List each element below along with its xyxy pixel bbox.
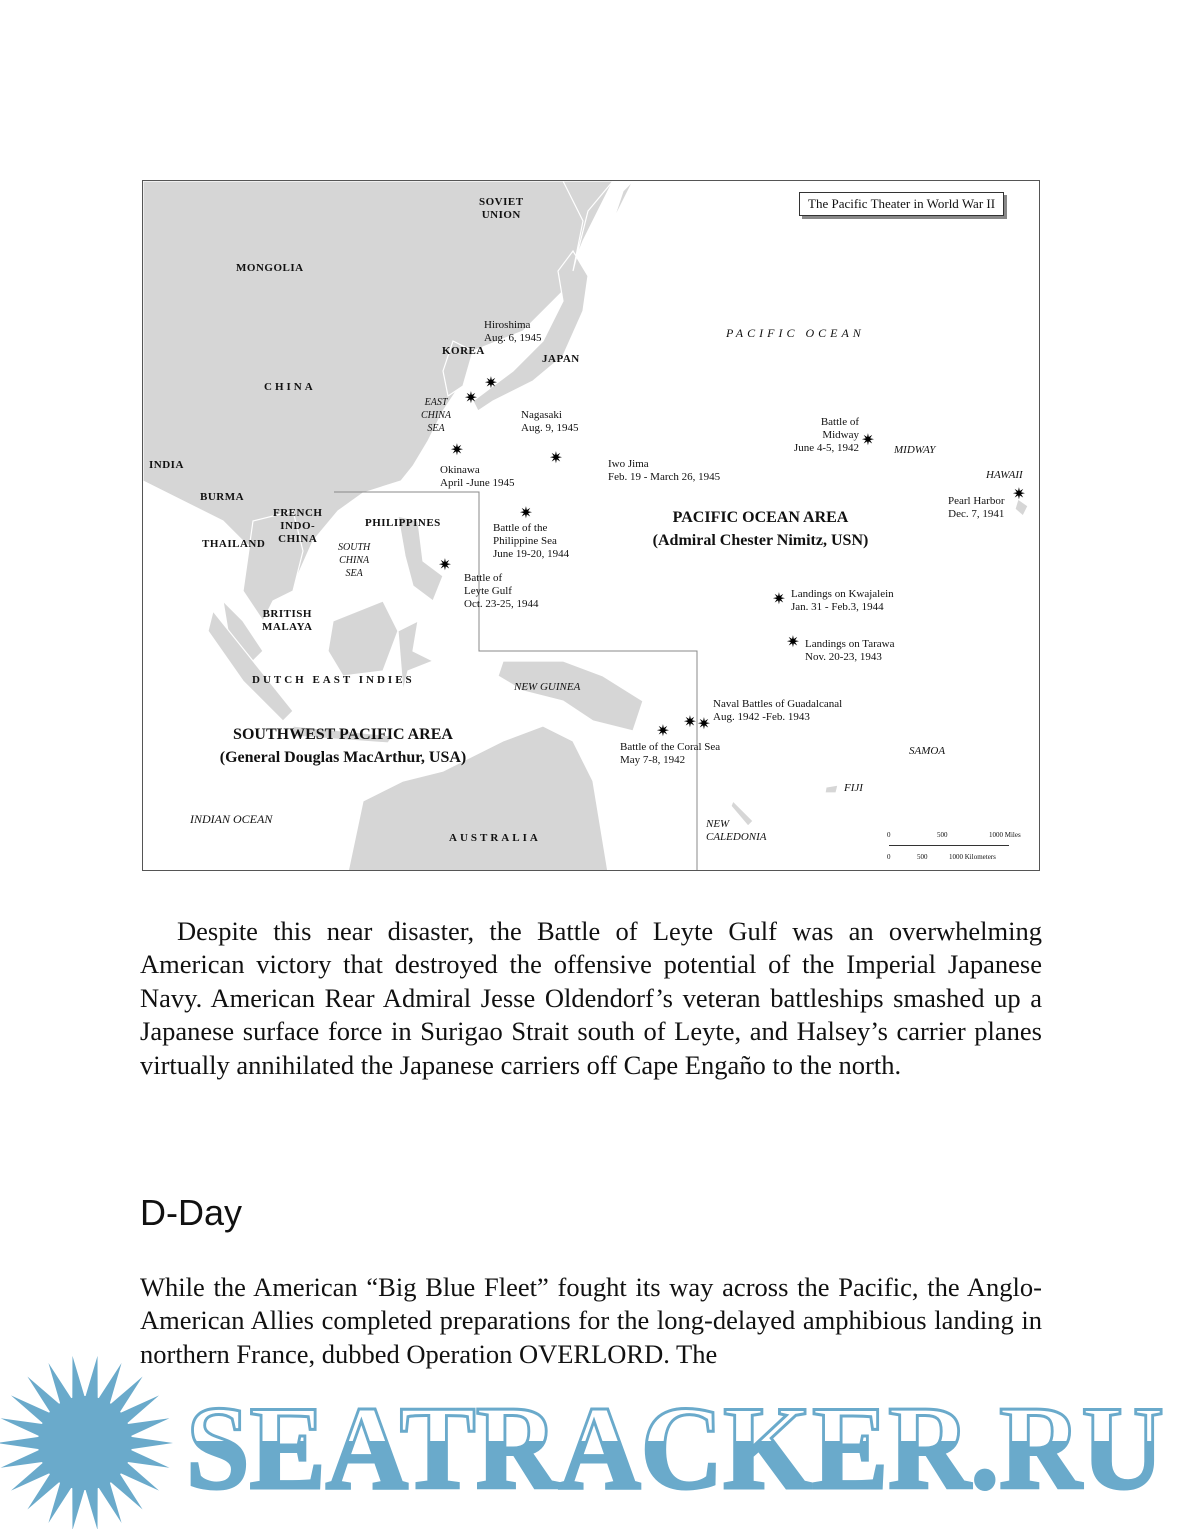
label-india: INDIA bbox=[149, 459, 184, 471]
label-china: CHINA bbox=[264, 381, 316, 393]
event-hiroshima: Hiroshima Aug. 6, 1945 bbox=[484, 319, 542, 344]
battle-marker-icon: ✷ bbox=[549, 450, 563, 467]
battle-marker-icon: ✷ bbox=[464, 390, 478, 407]
label-burma: BURMA bbox=[200, 491, 245, 503]
label-australia: AUSTRALIA bbox=[449, 832, 541, 844]
map-title: The Pacific Theater in World War II bbox=[799, 192, 1004, 216]
event-leyte-gulf: Battle of Leyte Gulf Oct. 23-25, 1944 bbox=[464, 572, 539, 610]
label-mongolia: MONGOLIA bbox=[236, 262, 304, 274]
battle-marker-icon: ✷ bbox=[519, 505, 533, 522]
battle-marker-icon: ✷ bbox=[484, 375, 498, 392]
event-okinawa: Okinawa April -June 1945 bbox=[440, 464, 515, 489]
new-guinea bbox=[498, 661, 643, 731]
label-thailand: THAILAND bbox=[202, 538, 266, 550]
event-coral-sea: Battle of the Coral Sea May 7-8, 1942 bbox=[620, 741, 721, 766]
event-pearl-harbor: Pearl Harbor Dec. 7, 1941 bbox=[948, 495, 1005, 520]
label-soviet-union: SOVIET UNION bbox=[479, 196, 524, 221]
watermark-text: SEATRACKER.RU bbox=[186, 1381, 1164, 1514]
event-philippine-sea: Battle of the Philippine Sea June 19-20, 1944 bbox=[493, 522, 570, 560]
pacific-theater-map bbox=[142, 180, 1040, 871]
event-midway: Battle of Midway June 4-5, 1942 bbox=[793, 416, 859, 454]
label-philippines: PHILIPPINES bbox=[365, 517, 441, 529]
section-heading: D-Day bbox=[140, 1192, 243, 1233]
label-new-guinea: NEW GUINEA bbox=[514, 681, 581, 693]
label-korea: KOREA bbox=[442, 345, 485, 357]
event-nagasaki: Nagasaki Aug. 9, 1945 bbox=[521, 409, 579, 434]
label-french-indochina: FRENCH INDO- CHINA bbox=[273, 507, 323, 545]
battle-marker-icon: ✷ bbox=[438, 557, 452, 574]
paragraph-leyte-gulf: Despite this near disaster, the Battle of Leyte Gulf was an overwhelming American victory that destroyed the offensive potential of the Imperial Japanese Navy. American Rear Admiral Jesse Oldendorf’s veteran battleships smashed up a Japanese surface force in Surigao Strait south of Leyte, and Halsey’s carrier planes virtually annihilated the Japanese carriers off Cape Engaño to the north. bbox=[140, 916, 1042, 1080]
sun-icon bbox=[0, 1356, 173, 1529]
label-japan: JAPAN bbox=[542, 353, 580, 365]
seatracker-watermark bbox=[0, 1355, 1182, 1529]
battle-marker-icon: ✷ bbox=[656, 723, 670, 740]
label-new-caledonia: NEW CALEDONIA bbox=[706, 818, 767, 843]
battle-marker-icon: ✷ bbox=[772, 591, 786, 608]
label-dutch-east-indies: DUTCH EAST INDIES bbox=[252, 674, 415, 686]
battle-marker-icon: ✷ bbox=[861, 432, 875, 449]
battle-marker-icon: ✷ bbox=[697, 716, 711, 733]
label-british-malaya: BRITISH MALAYA bbox=[262, 608, 313, 633]
event-guadalcanal: Naval Battles of Guadalcanal Aug. 1942 -Feb. 1943 bbox=[713, 698, 843, 723]
event-iwo-jima: Iwo Jima Feb. 19 - March 26, 1945 bbox=[608, 458, 721, 483]
battle-marker-icon: ✷ bbox=[683, 714, 697, 731]
battle-marker-icon: ✷ bbox=[1012, 486, 1026, 503]
label-southwest-pacific-area: SOUTHWEST PACIFIC AREA (General Douglas MacArthur, USA) bbox=[219, 726, 467, 766]
label-fiji: FIJI bbox=[844, 782, 863, 794]
paragraph-d-day: While the American “Big Blue Fleet” fought its way across the Pacific, the Anglo-American Allies completed preparations for the long-delayed amphibious landing in northern France, dubbed Operation OVERLORD. The bbox=[140, 1272, 1042, 1369]
label-midway: MIDWAY bbox=[894, 444, 936, 456]
event-tarawa: Landings on Tarawa Nov. 20-23, 1943 bbox=[805, 638, 895, 663]
label-south-china-sea: SOUTH CHINA SEA bbox=[338, 542, 371, 579]
battle-marker-icon: ✷ bbox=[450, 442, 464, 459]
fiji bbox=[825, 785, 838, 793]
map-scale: 0 500 1000 Miles 0 500 1000 Kilometers bbox=[887, 831, 1021, 861]
label-east-china-sea: EAST CHINA SEA bbox=[421, 397, 451, 434]
label-hawaii: HAWAII bbox=[986, 469, 1023, 481]
event-kwajalein: Landings on Kwajalein Jan. 31 - Feb.3, 1944 bbox=[791, 588, 894, 613]
borneo bbox=[328, 601, 398, 676]
label-pacific-ocean: PACIFIC OCEAN bbox=[726, 326, 865, 340]
label-indian-ocean: INDIAN OCEAN bbox=[190, 812, 273, 826]
battle-marker-icon: ✷ bbox=[786, 634, 800, 651]
label-samoa: SAMOA bbox=[909, 745, 946, 757]
label-pacific-ocean-area: PACIFIC OCEAN AREA (Admiral Chester Nimitz, USN) bbox=[652, 509, 869, 549]
